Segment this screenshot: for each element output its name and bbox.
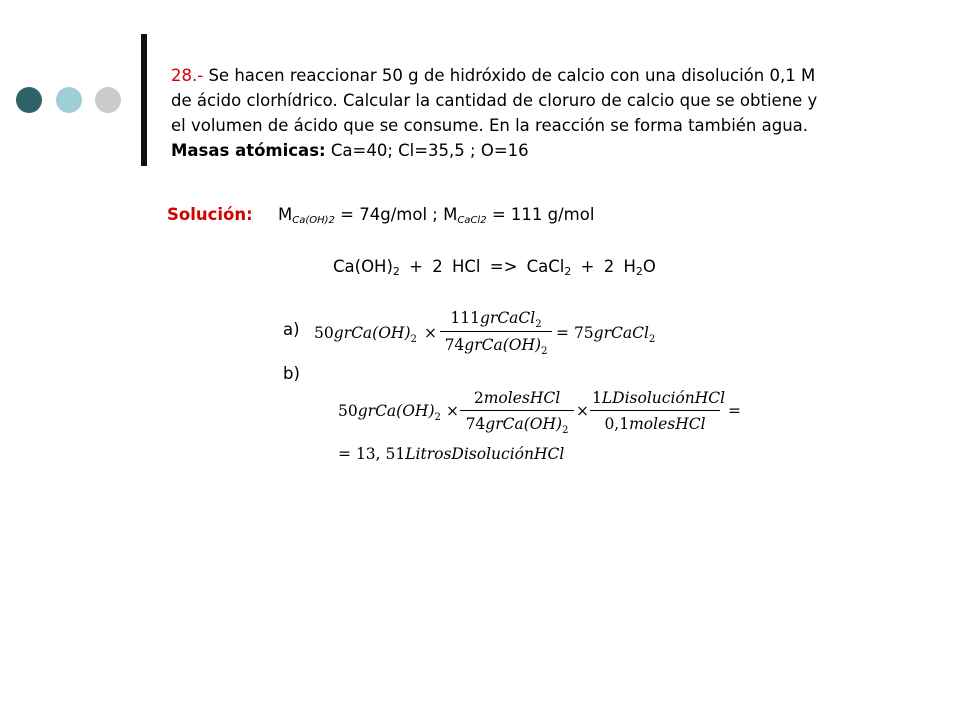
part-b-f2-num-unit: LDisoluciónHCl	[601, 389, 726, 407]
part-b-lhs	[338, 402, 441, 423]
decor-dot-dark	[16, 87, 42, 113]
decor-dot-gray	[95, 87, 121, 113]
reactant-2: 2 HCl	[432, 257, 481, 276]
part-a-num-unit: grCaCl	[479, 309, 536, 327]
part-a-numerator	[442, 309, 550, 330]
plus-2: + 2 H	[580, 257, 636, 276]
part-b-f2-den-num: 0,1	[604, 415, 630, 433]
part-b-f2-den-unit: molesHCl	[629, 415, 706, 433]
part-b-lhs-unit: grCa(OH)	[357, 402, 435, 420]
decor-vertical-bar	[141, 34, 147, 166]
molar-masses	[278, 205, 594, 224]
part-a-equals: =	[556, 324, 569, 342]
problem-text-1: Se hacen reaccionar 50 g de hidróxido de calcio con una disolución 0,1 M	[208, 66, 816, 85]
part-b-f2-num-num: 1	[592, 389, 602, 407]
part-b-f1-den-unit: grCa(OH)	[485, 415, 563, 433]
molar-mass-2-sub: CaCl2	[457, 215, 487, 226]
part-b-f2-bar	[590, 410, 720, 411]
problem-line-3: el volumen de ácido que se consume. En la reacción se forma también agua.	[171, 116, 809, 135]
part-a-res-num: 75	[573, 324, 594, 342]
part-a-lhs	[314, 324, 417, 345]
part-a-times: ×	[424, 324, 437, 342]
atomic-masses-values: Ca=40; Cl=35,5 ; O=16	[330, 141, 529, 160]
part-b-result-unit: LitrosDisoluciónHCl	[405, 445, 565, 463]
part-a-res-sub: 2	[648, 334, 656, 345]
problem-line-2: de ácido clorhídrico. Calcular la cantidad de cloruro de calcio que se obtiene y	[171, 91, 818, 110]
problem-statement	[171, 63, 891, 163]
part-b-f1-den-num: 74	[465, 415, 486, 433]
part-b-times-2: ×	[576, 402, 589, 420]
part-a-formula	[314, 309, 664, 359]
part-b-f1-num-unit: molesHCl	[483, 389, 561, 407]
part-b-f2-denominator	[592, 415, 718, 433]
part-a-res-unit: grCaCl	[593, 324, 649, 342]
reaction-arrow: =>	[489, 257, 518, 276]
part-a-result	[556, 324, 655, 345]
decor-dot-light-blue	[56, 87, 82, 113]
part-b-lhs-num: 50	[338, 402, 358, 420]
part-a-num-num: 111	[450, 309, 480, 327]
part-b-f1-den-sub: 2	[562, 425, 569, 436]
molar-mass-2-symbol: M	[443, 205, 458, 224]
part-b-f1-numerator	[462, 389, 572, 407]
part-b-result	[338, 445, 564, 463]
solution-label: Solución:	[167, 205, 253, 224]
part-b-f1-num-num: 2	[473, 389, 484, 407]
part-b-lhs-sub: 2	[434, 412, 441, 423]
part-a-denominator	[438, 336, 554, 357]
part-b-times-1: ×	[446, 402, 459, 420]
part-b-f1-bar	[460, 410, 574, 411]
part-a-fraction-bar	[440, 331, 552, 332]
part-a-lhs-sub: 2	[410, 334, 417, 345]
part-b-formula	[338, 389, 758, 469]
part-a-den-num: 74	[444, 336, 465, 354]
solution-row	[167, 205, 594, 226]
part-a-lhs-num: 50	[314, 324, 334, 342]
product-2-end: O	[642, 257, 656, 276]
part-b-f1-denominator	[458, 415, 576, 436]
atomic-masses	[171, 138, 891, 163]
reaction-equation	[333, 257, 656, 278]
part-a-num-sub: 2	[535, 319, 542, 330]
part-b-result-num: 13, 51	[355, 445, 406, 463]
part-b-label: b)	[283, 364, 300, 383]
product-2-sub: 2	[635, 265, 643, 278]
molar-mass-1-sub: Ca(OH)2	[292, 215, 335, 226]
part-a-label: a)	[283, 320, 300, 339]
atomic-masses-label: Masas atómicas:	[171, 141, 326, 160]
part-a-lhs-unit: grCa(OH)	[333, 324, 411, 342]
reactant-1: Ca(OH)	[333, 257, 393, 276]
product-1-sub: 2	[564, 265, 572, 278]
part-b-equals-2: =	[338, 445, 351, 463]
plus-1: +	[409, 257, 423, 276]
molar-mass-1-value: = 74g/mol ;	[340, 205, 438, 224]
problem-number: 28.-	[171, 66, 204, 85]
molar-mass-2-value: = 111 g/mol	[491, 205, 595, 224]
part-b-f2-numerator	[592, 389, 726, 407]
molar-mass-1-symbol: M	[278, 205, 293, 224]
product-1: CaCl	[526, 257, 565, 276]
problem-line-1	[171, 63, 891, 88]
part-a-den-sub: 2	[541, 346, 548, 357]
part-b-equals-1: =	[728, 402, 741, 420]
part-a-den-unit: grCa(OH)	[464, 336, 542, 354]
reactant-1-sub: 2	[392, 265, 400, 278]
